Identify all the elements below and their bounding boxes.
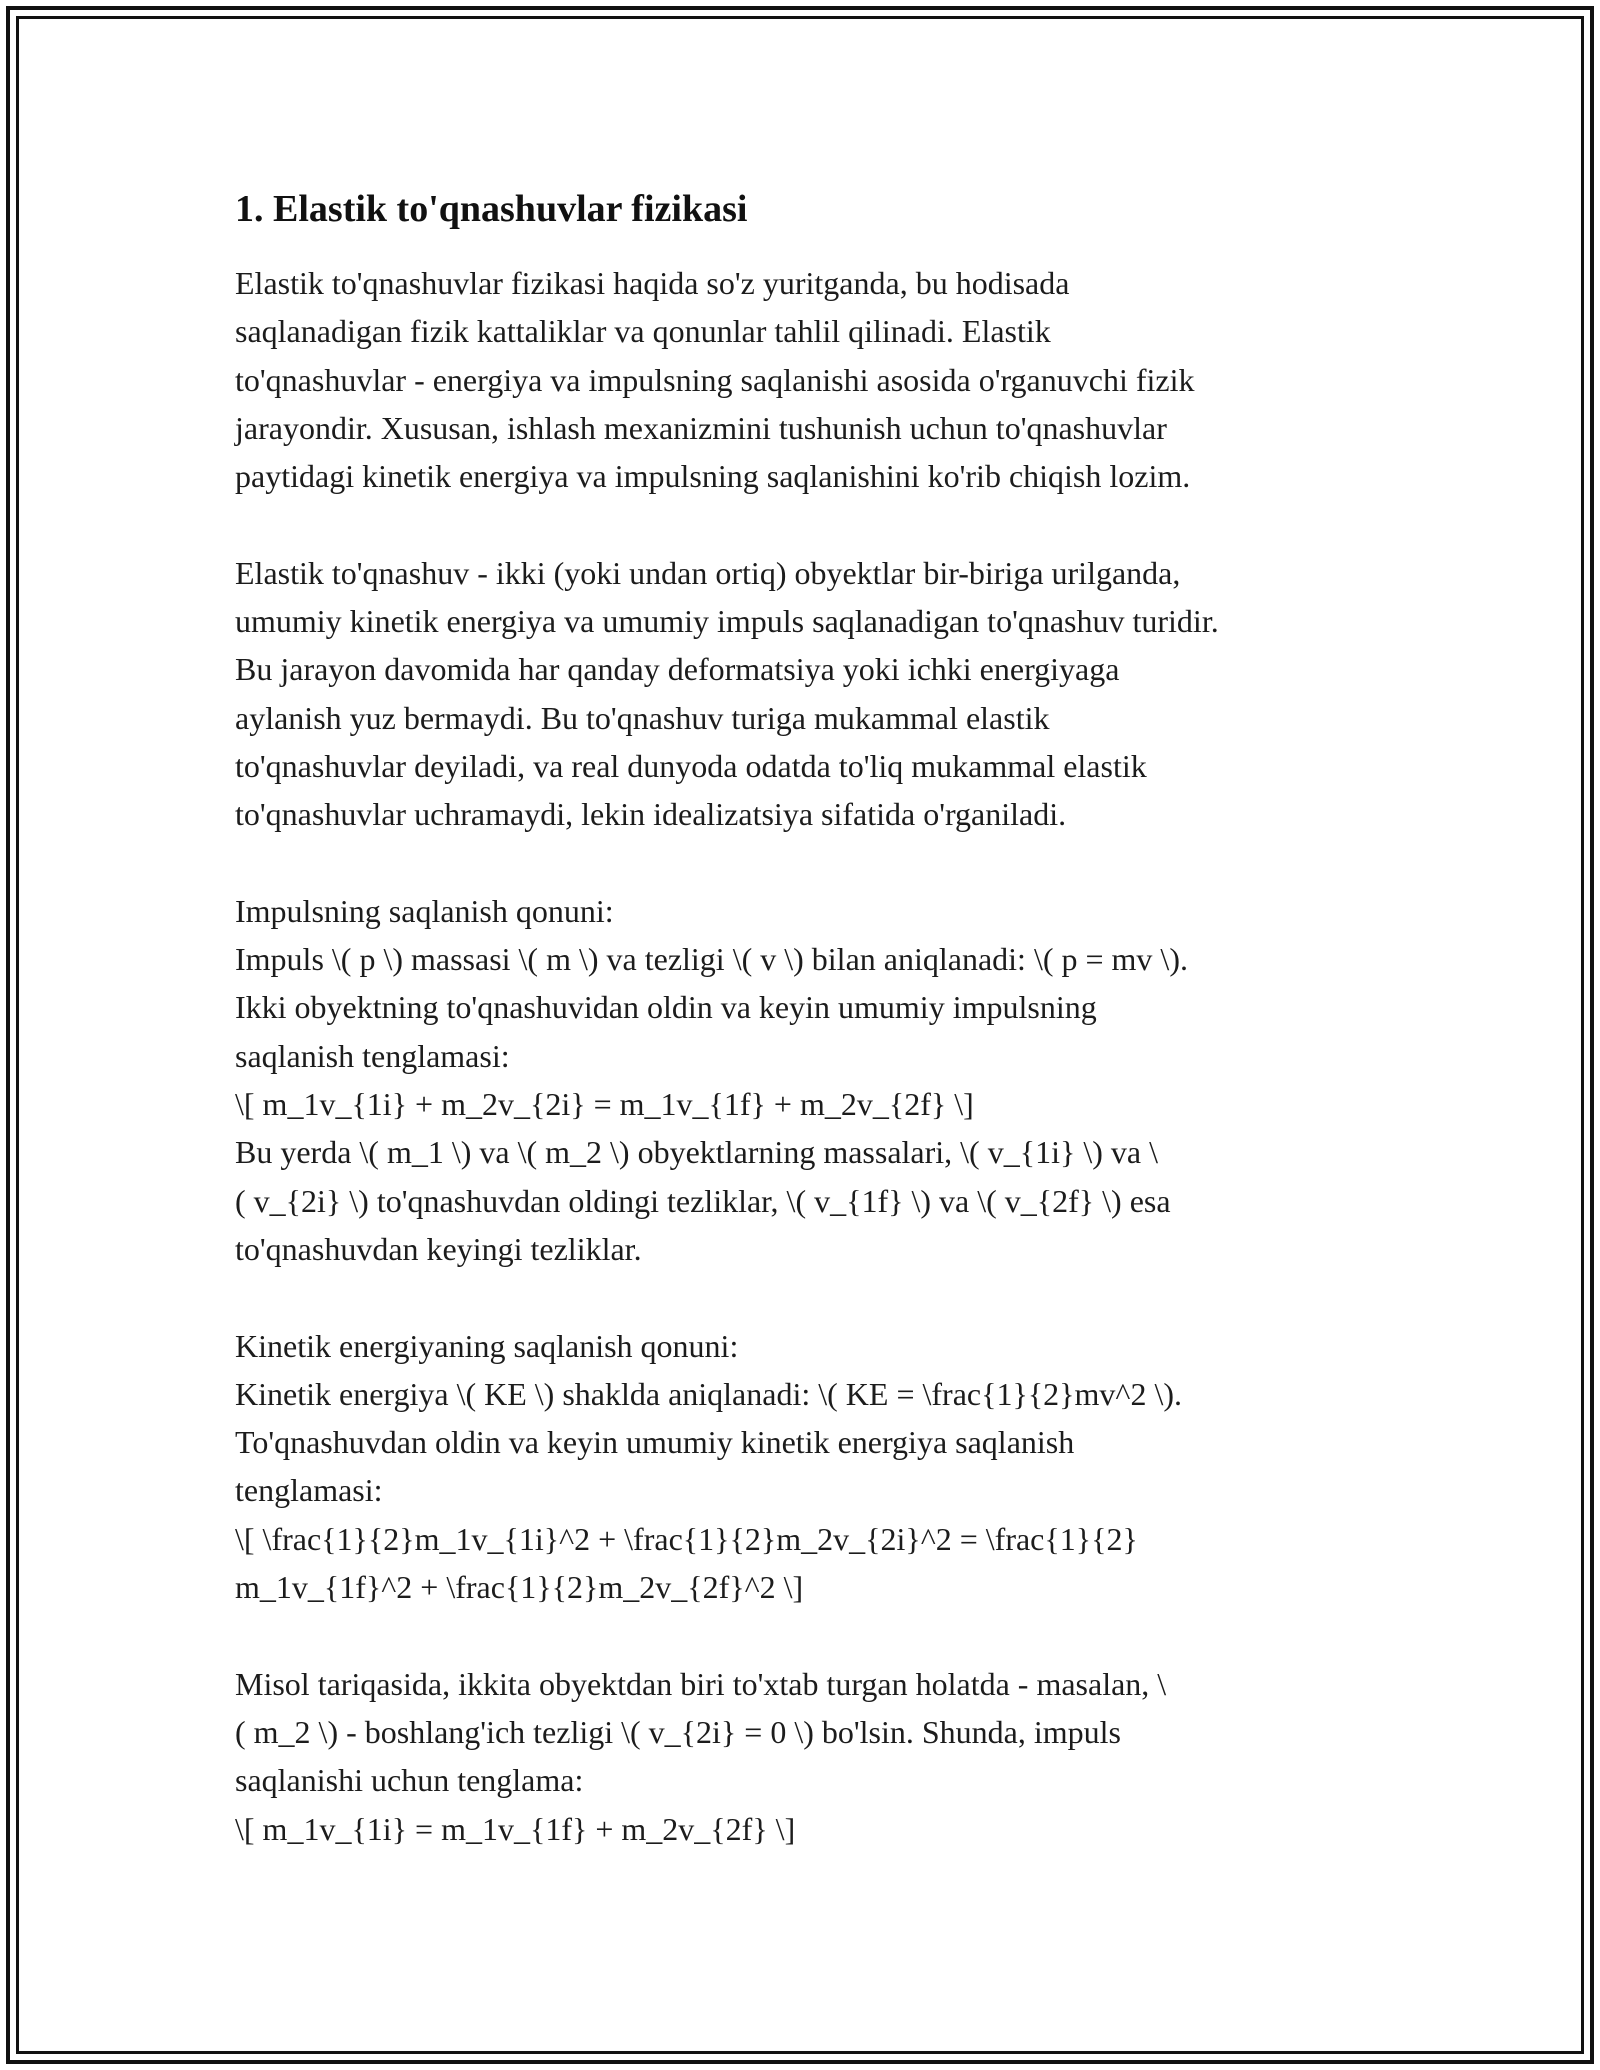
text-line: aylanish yuz bermaydi. Bu to'qnashuv turiga mukammal elastik [235,699,1050,736]
equation-line: m_1v_{1f}^2 + \frac{1}{2}m_2v_{2f}^2 \] [235,1569,804,1606]
text-line: Misol tariqasida, ikkita obyektdan biri to'xtab turgan holatda - masalan, \ [235,1665,1167,1702]
text-line: to'qnashuvlar deyiladi, va real dunyoda odatda to'liq mukammal elastik [235,747,1147,784]
text-line: to'qnashuvdan keyingi tezliklar. [235,1230,642,1267]
paragraph-example [235,1660,1395,1853]
equation-line: \[ m_1v_{1i} = m_1v_{1f} + m_2v_{2f} \] [235,1810,796,1847]
text-line: Impuls \( p \) massasi \( m \) va tezligi \( v \) bilan aniqlanadi: \( p = mv \). [235,941,1188,978]
paragraph-intro [235,259,1395,500]
text-line: umumiy kinetik energiya va umumiy impuls saqlanadigan to'qnashuv turidir. [235,603,1219,640]
paragraph-definition [235,549,1395,839]
section-heading: 1. Elastik to'qnashuvlar fizikasi [235,188,748,230]
paragraph-kinetic-energy [235,1322,1395,1612]
text-line: Elastik to'qnashuvlar fizikasi haqida so'z yuritganda, bu hodisada [235,265,1070,301]
paragraph-gap [235,1273,1395,1321]
text-line: Kinetik energiya \( KE \) shaklda aniqlanadi: \( KE = \frac{1}{2}mv^2 \). [235,1375,1182,1412]
text-line: ( v_{2i} \) to'qnashuvdan oldingi tezliklar, \( v_{1f} \) va \( v_{2f} \) esa [235,1182,1171,1219]
text-line: Elastik to'qnashuv - ikki (yoki undan ortiq) obyektlar bir-biriga urilganda, [235,554,1181,591]
paragraph-gap [235,839,1395,887]
text-line: saqlanish tenglamasi: [235,1037,510,1074]
text-line: Bu jarayon davomida har qanday deformatsiya yoki ichki energiyaga [235,651,1120,688]
paragraph-gap [235,500,1395,548]
text-line: saqlanadigan fizik kattaliklar va qonunlar tahlil qilinadi. Elastik [235,313,1051,350]
text-line: ( m_2 \) - boshlang'ich tezligi \( v_{2i} = 0 \) bo'lsin. Shunda, impuls [235,1713,1121,1750]
text-line: Ikki obyektning to'qnashuvidan oldin va keyin umumiy impulsning [235,989,1097,1026]
paragraph-momentum [235,887,1395,1273]
text-line: tenglamasi: [235,1472,383,1509]
text-line: paytidagi kinetik energiya va impulsning saqlanishini ko'rib chiqish lozim. [235,458,1191,495]
text-line: Kinetik energiyaning saqlanish qonuni: [235,1327,739,1364]
text-line: jarayondir. Xususan, ishlash mexanizmini tushunish uchun to'qnashuvlar [235,409,1167,446]
equation-line: \[ \frac{1}{2}m_1v_{1i}^2 + \frac{1}{2}m_2v_{2i}^2 = \frac{1}{2} [235,1520,1138,1557]
document-body [235,185,1395,1853]
text-line: Bu yerda \( m_1 \) va \( m_2 \) obyektlarning massalari, \( v_{1i} \) va \ [235,1134,1158,1171]
equation-line: \[ m_1v_{1i} + m_2v_{2i} = m_1v_{1f} + m_2v_{2f} \] [235,1086,974,1123]
text-line: saqlanishi uchun tenglama: [235,1762,584,1799]
text-line: to'qnashuvlar - energiya va impulsning saqlanishi asosida o'rganuvchi fizik [235,361,1195,398]
paragraph-gap [235,1611,1395,1659]
text-line: to'qnashuvlar uchramaydi, lekin idealizatsiya sifatida o'rganiladi. [235,796,1067,833]
text-line: To'qnashuvdan oldin va keyin umumiy kinetik energiya saqlanish [235,1424,1075,1461]
text-line: Impulsning saqlanish qonuni: [235,892,614,929]
